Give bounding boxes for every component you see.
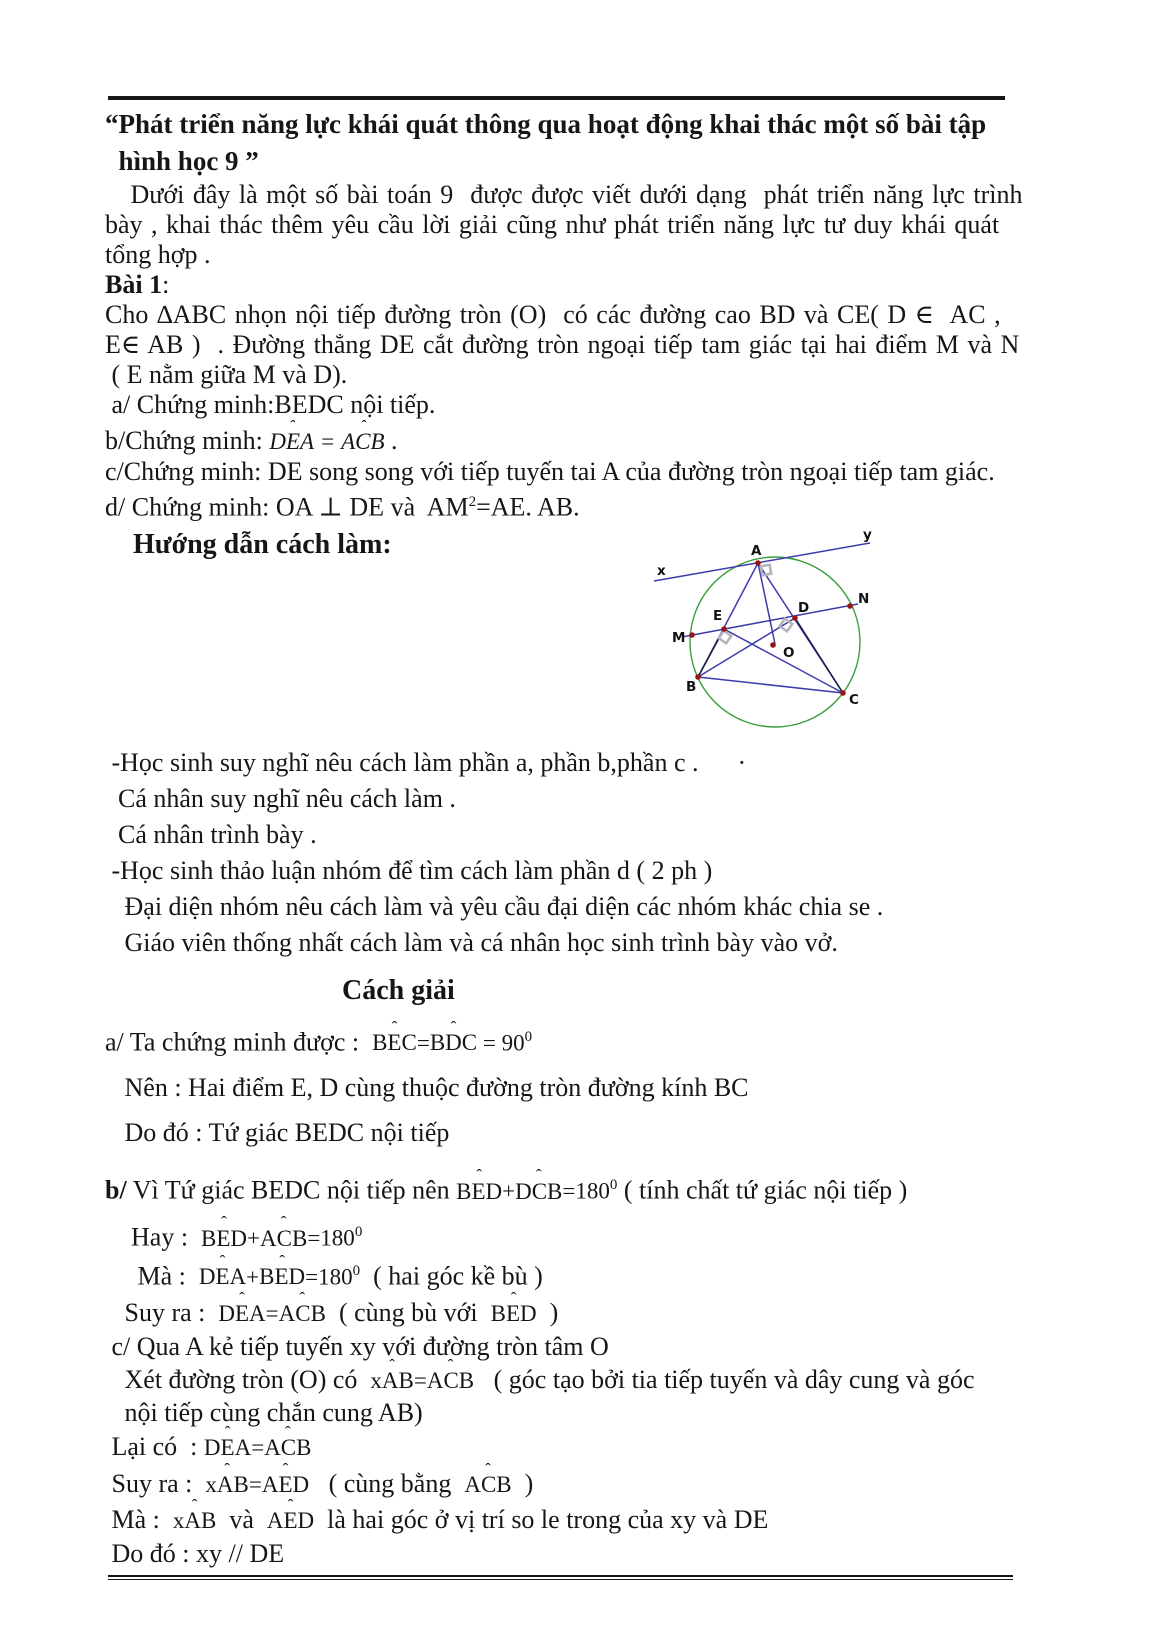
text-run: =180: [305, 1264, 353, 1290]
text-run: bày , khai thác thêm yêu cầu lời giải cũng như phát triển năng lực tư duy khái quát: [105, 210, 1000, 239]
point-D: [792, 615, 798, 621]
angle-notation: ˆ ACB: [279, 1299, 326, 1329]
text-run: = 90: [477, 1030, 525, 1056]
solution-a-1: [105, 1022, 1085, 1059]
text-run: Nên : Hai điểm E, D cùng thuộc đường tròn đường kính BC: [105, 1073, 749, 1103]
label-D: D: [798, 600, 810, 616]
title-line-2: [105, 143, 1085, 180]
angle-notation: ˆ xAB: [173, 1506, 216, 1536]
text-run: 0: [609, 1177, 618, 1194]
note-line-4: [105, 856, 1085, 886]
point-M: [689, 632, 695, 638]
text-run: ∈: [914, 300, 934, 329]
text-run: +: [502, 1178, 516, 1204]
problem-label: [105, 270, 1085, 300]
angle-notation: ˆ DEA: [218, 1299, 265, 1329]
angle-notation: ˆ BED: [259, 1262, 305, 1292]
solution-c-5: [105, 1469, 1085, 1500]
solution-c-6: [105, 1505, 1085, 1536]
text-run: là hai góc ở vị trí so le trong của xy và DE: [314, 1505, 769, 1535]
text-run: =180: [307, 1225, 355, 1251]
angle-notation: ˆ ACB: [427, 1366, 474, 1396]
label-O: O: [783, 645, 795, 661]
solution-a-3: [105, 1118, 1085, 1148]
label-x: x: [657, 563, 666, 579]
text-run: b/Chứng minh:: [105, 426, 270, 455]
segment-altitude-CE: [724, 629, 843, 693]
label-C: C: [849, 692, 859, 708]
geometry-figure: [602, 503, 922, 738]
text-run: Vì Tứ giác BEDC nội tiếp nên: [126, 1175, 457, 1205]
solution-b-2: [105, 1217, 1085, 1254]
point-A: [755, 560, 761, 566]
problem-line-1: [105, 300, 1085, 330]
solution-c-1: [105, 1332, 1085, 1362]
note-line-3: [105, 820, 1085, 850]
angle-notation: ˆ DCB: [515, 1177, 562, 1207]
text-run: =: [413, 1368, 427, 1394]
top-rule: [108, 96, 1005, 100]
text-run: Do đó : Tứ giác BEDC nội tiếp: [105, 1118, 450, 1148]
solution-a-2: [105, 1073, 1085, 1103]
point-E: [721, 626, 727, 632]
geometry-figure-svg: [602, 503, 922, 738]
text-run: Cá nhân trình bày .: [105, 819, 317, 849]
question-b: [105, 426, 1085, 457]
text-run: ): [511, 1469, 534, 1499]
title-line-1: [105, 106, 1085, 143]
note-line-6: [105, 928, 1085, 958]
problem-line-2: [105, 330, 1085, 360]
text-run: ( hai góc kề bù ): [360, 1261, 543, 1291]
text-run: b/: [105, 1175, 127, 1205]
question-c: [105, 457, 1085, 487]
angle-notation: ˆ xAB: [370, 1366, 413, 1396]
text-run: ⊥: [318, 492, 343, 522]
solution-b-3: [105, 1256, 1085, 1293]
text-run: +: [247, 1225, 261, 1251]
text-run: Giáo viên thống nhất cách làm và cá nhân học sinh trình bày vào vở.: [105, 927, 838, 957]
segment-side-BC: [698, 677, 843, 693]
text-run: Hay :: [105, 1222, 202, 1252]
right-angle-mark-A: [761, 565, 771, 575]
intro-line-1: [105, 180, 1085, 210]
text-run: E: [105, 330, 121, 359]
text-run: =: [314, 429, 342, 454]
text-run: Cho ∆ABC nhọn nội tiếp đường tròn (O) có các đường cao BD và CE( D: [105, 300, 915, 329]
label-M: M: [672, 630, 686, 646]
text-run: =: [265, 1301, 279, 1327]
text-run: ( cùng bù với: [325, 1298, 491, 1328]
note-line-2: [105, 784, 1085, 814]
text-run: “Phát triển năng lực khái quát thông qua hoạt động khai thác một số bài tập: [105, 109, 987, 139]
text-run: Xét đường tròn (O) có: [105, 1365, 371, 1395]
text-run: -Học sinh suy nghĩ nêu cách làm phần a, phần b,phần c . ·: [105, 747, 747, 777]
text-run: a/ Chứng minh:BEDC nội tiếp.: [105, 390, 436, 419]
text-run: c/ Qua A kẻ tiếp tuyến xy với đường tròn tâm O: [105, 1332, 609, 1362]
text-run: =: [251, 1435, 265, 1461]
solution-b-4: [105, 1298, 1085, 1329]
angle-notation: ˆ BED: [491, 1299, 537, 1329]
angle-notation: ˆ ACB: [260, 1224, 307, 1254]
label-N: N: [858, 591, 870, 607]
label-B: B: [686, 679, 697, 695]
solution-b-1: [105, 1170, 1085, 1207]
solution-c-3: [105, 1398, 1085, 1428]
text-run: AB ) . Đường thẳng DE cắt đường tròn ngoại tiếp tam giác tại hai điểm M và N: [140, 330, 1020, 359]
intro-line-3: [105, 240, 1085, 270]
figure-gap: [105, 563, 1085, 748]
angle-notation: ˆ DEA: [204, 1433, 251, 1463]
note-line-5: [105, 892, 1085, 922]
angle-notation: ˆ BED: [456, 1177, 502, 1207]
text-run: và: [216, 1505, 267, 1535]
text-run: tổng hợp .: [105, 240, 211, 269]
angle-notation: ˆ BED: [201, 1224, 247, 1254]
text-run: AC ,: [933, 300, 1001, 329]
text-run: =: [416, 1030, 430, 1056]
text-run: Mà :: [105, 1261, 199, 1291]
angle-notation: ˆ DEA: [269, 427, 314, 457]
text-run: Mà :: [105, 1505, 173, 1535]
text-run: +: [246, 1264, 260, 1290]
label-A: A: [751, 543, 762, 559]
point-O: [770, 642, 776, 648]
segment-segment-DC: [795, 618, 843, 693]
text-run: =180: [562, 1178, 610, 1204]
point-N: [847, 603, 853, 609]
text-run: a/ Ta chứng minh được :: [105, 1027, 373, 1057]
text-run: Hướng dẫn cách làm:: [133, 528, 392, 560]
text-run: =AE. AB.: [476, 492, 580, 522]
solution-c-4: [105, 1432, 1085, 1463]
label-y: y: [863, 527, 872, 543]
angle-notation: ˆ AED: [262, 1470, 309, 1500]
text-run: Cá nhân suy nghĩ nêu cách làm .: [105, 783, 456, 813]
heading-cach-giai: [342, 972, 1085, 1010]
angle-notation: ˆ BDC: [430, 1028, 477, 1058]
angle-notation: ˆ BEC: [372, 1028, 417, 1058]
text-run: Bài 1: [105, 270, 163, 299]
note-line-1: [105, 748, 1085, 778]
text-run: :: [162, 270, 170, 299]
text-run: Dưới đây là một số bài toán 9 được được viết dưới dạng phát triển năng lực trình: [105, 180, 1023, 209]
solution-c-7: [105, 1539, 1085, 1569]
text-run: Đại diện nhóm nêu cách làm và yêu cầu đại diện các nhóm khác chia se .: [105, 891, 884, 921]
text-run: 0: [354, 1223, 363, 1240]
text-run: .: [384, 426, 398, 455]
text-run: -Học sinh thảo luận nhóm để tìm cách làm phần d ( 2 ph ): [105, 855, 713, 885]
question-a: [105, 390, 1085, 420]
text-run: ): [536, 1298, 559, 1328]
problem-line-3: [105, 360, 1085, 390]
text-run: ( cùng bằng: [309, 1469, 465, 1499]
bottom-rule: [108, 1575, 1013, 1580]
document-body: [105, 0, 1085, 1580]
text-run: c/Chứng minh: DE song song với tiếp tuyến tai A của đường tròn ngoại tiếp tam giác.: [105, 457, 995, 486]
text-run: ( tính chất tứ giác nội tiếp ): [617, 1175, 908, 1205]
text-run: =: [248, 1472, 262, 1498]
text-run: d/ Chứng minh: OA: [105, 492, 319, 522]
angle-notation: ˆ AED: [267, 1506, 314, 1536]
label-E: E: [713, 608, 723, 624]
text-run: Lại có :: [105, 1432, 204, 1462]
point-C: [840, 690, 846, 696]
text-run: ( góc tạo bởi tia tiếp tuyến và dây cung và góc: [474, 1365, 975, 1395]
text-run: nội tiếp cùng chắn cung AB): [105, 1398, 423, 1428]
angle-notation: ˆ ACB: [264, 1433, 311, 1463]
text-run: Suy ra :: [105, 1469, 206, 1499]
angle-notation: ˆ ACB: [341, 427, 384, 457]
text-run: 2: [468, 494, 477, 510]
solution-c-2: [105, 1365, 1085, 1396]
text-run: Cách giải: [342, 974, 455, 1006]
angle-notation: ˆ ACB: [464, 1470, 511, 1500]
text-run: ( E nằm giữa M và D).: [105, 360, 348, 389]
angle-notation: ˆ DEA: [199, 1262, 246, 1292]
question-d: [105, 487, 1085, 523]
text-run: DE và AM: [342, 492, 469, 522]
text-run: 0: [352, 1262, 361, 1279]
angle-notation: ˆ xAB: [205, 1470, 248, 1500]
text-run: hình học 9 ”: [105, 146, 259, 176]
text-run: 0: [524, 1028, 533, 1045]
intro-line-2: [105, 210, 1085, 240]
text-run: Suy ra :: [105, 1298, 219, 1328]
text-run: ∈: [120, 330, 141, 359]
text-run: Do đó : xy // DE: [105, 1539, 285, 1569]
